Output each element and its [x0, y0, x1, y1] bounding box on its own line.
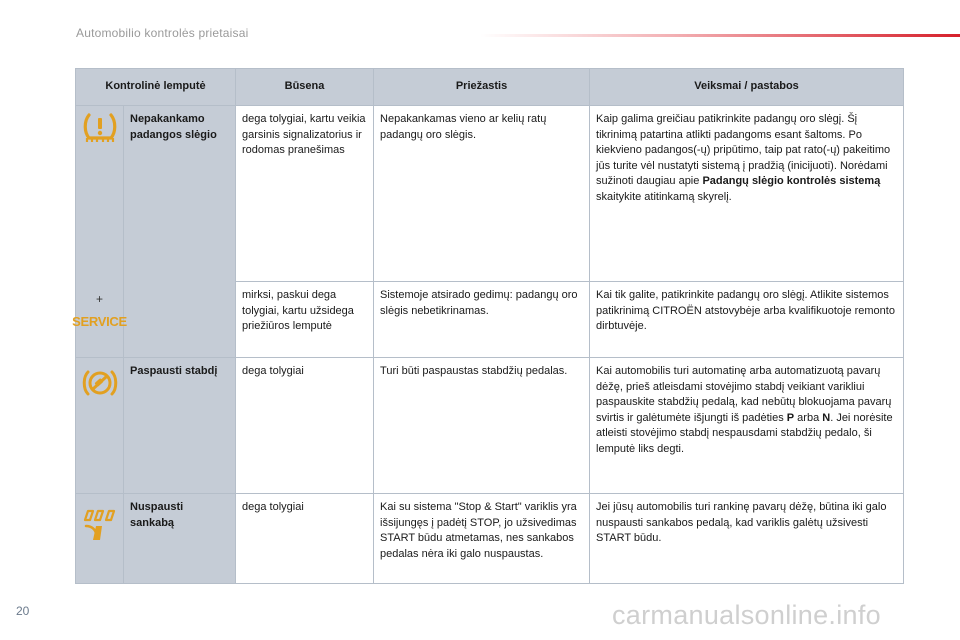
- lamp-name: Paspausti stabdį: [124, 358, 236, 494]
- lamp-icon-cell: [76, 494, 124, 584]
- tyre-pressure-warning-icon: [82, 112, 118, 144]
- state-cell: mirksi, paskui dega tolygiai, kartu užsidega priežiūros lemputė: [236, 282, 374, 358]
- gear-n-label: N: [822, 411, 831, 424]
- page-number: 20: [16, 604, 30, 618]
- watermark: carmanualsonline.info: [612, 600, 881, 630]
- lamp-icon-cell: [72, 106, 127, 358]
- action-cell: Kai tik galite, patikrinkite padangų oro slėgį. Atlikite sistemos patikrinimą CITROËN atstovybėje arba kvalifikuotoje remonto dirbtuvėje.: [590, 282, 904, 358]
- action-text: Kaip galima greičiau patikrinkite padangų oro slėgį. Šį tikrinimą patartina atlikti padangoms esant šaltoms. Po kiekvieno padangos(-ų) pripūtimo, taip pat rato(-ų) pakeitimo jūs turite vėl nustatyti sistemą į pradžią (inicijuoti). Norėdami sužinoti daugiau apie: [596, 113, 891, 187]
- table-row: [76, 494, 904, 584]
- table-header-row: [76, 69, 904, 106]
- clutch-pedal-icon: [82, 506, 118, 542]
- accent-bar: [480, 34, 960, 37]
- action-cell: [590, 358, 904, 494]
- gear-p-label: P: [786, 411, 795, 424]
- chapter-title: Automobilio kontrolės prietaisai: [76, 26, 249, 40]
- state-cell: dega tolygiai: [236, 358, 374, 494]
- plus-sign: +: [95, 292, 103, 306]
- brake-pedal-icon: [80, 368, 120, 398]
- action-text: skaitykite atitinkamą skyrelį.: [596, 190, 732, 203]
- action-text: . Jei norėsite atleisti stovėjimo stabdį nespausdami stabdžių pedalo, ši lemputė liks degti.: [596, 411, 893, 455]
- column-header-cause: Priežastis: [374, 69, 590, 106]
- service-icon: SERVICE: [72, 313, 127, 329]
- state-cell: dega tolygiai, kartu veikia garsinis signalizatorius ir rodomas pranešimas: [236, 106, 374, 282]
- action-text: Kai automobilis turi automatinę arba automatizuotą pavarų dėžę, prieš atleisdami stovėjimo stabdį veikiant varikliui paspauskite stabdžių pedalą, kad nebūtų blokuojama pavarų svirtis ir galėtumėte išjungti iš padėties: [596, 365, 892, 424]
- column-header-lamp: Kontrolinė lemputė: [76, 69, 236, 106]
- lamp-name: Nuspausti sankabą: [124, 494, 236, 584]
- cause-cell: Nepakankamas vieno ar kelių ratų padangų oro slėgis.: [374, 106, 590, 282]
- action-cell: Jei jūsų automobilis turi rankinę pavarų dėžę, būtina iki galo nuspausti sankabos pedalą, kad variklis galėtų užsivesti START būdu.: [590, 494, 904, 584]
- cause-cell: Kai su sistema "Stop & Start" variklis yra išsijungęs į padėtį STOP, jo užsivedimas START būdu atmetamas, nes sankabos pedalas nėra iki galo nuspaustas.: [374, 494, 590, 584]
- lamp-icon-cell: [76, 358, 124, 494]
- warning-lamp-table: [72, 68, 904, 584]
- table-row: [76, 358, 904, 494]
- cause-cell: Turi būti paspaustas stabdžių pedalas.: [374, 358, 590, 494]
- cause-cell: Sistemoje atsirado gedimų: padangų oro slėgis nebetikrinamas.: [374, 282, 590, 358]
- state-cell: dega tolygiai: [236, 494, 374, 584]
- column-header-state: Būsena: [236, 69, 374, 106]
- column-header-action: Veiksmai / pastabos: [590, 69, 904, 106]
- action-text: arba: [794, 411, 823, 424]
- table-row: [76, 106, 904, 282]
- action-emphasis: Padangų slėgio kontrolės sistemą: [702, 175, 881, 187]
- lamp-name: Nepakankamo padangos slėgio: [124, 106, 236, 358]
- action-cell: [590, 106, 904, 282]
